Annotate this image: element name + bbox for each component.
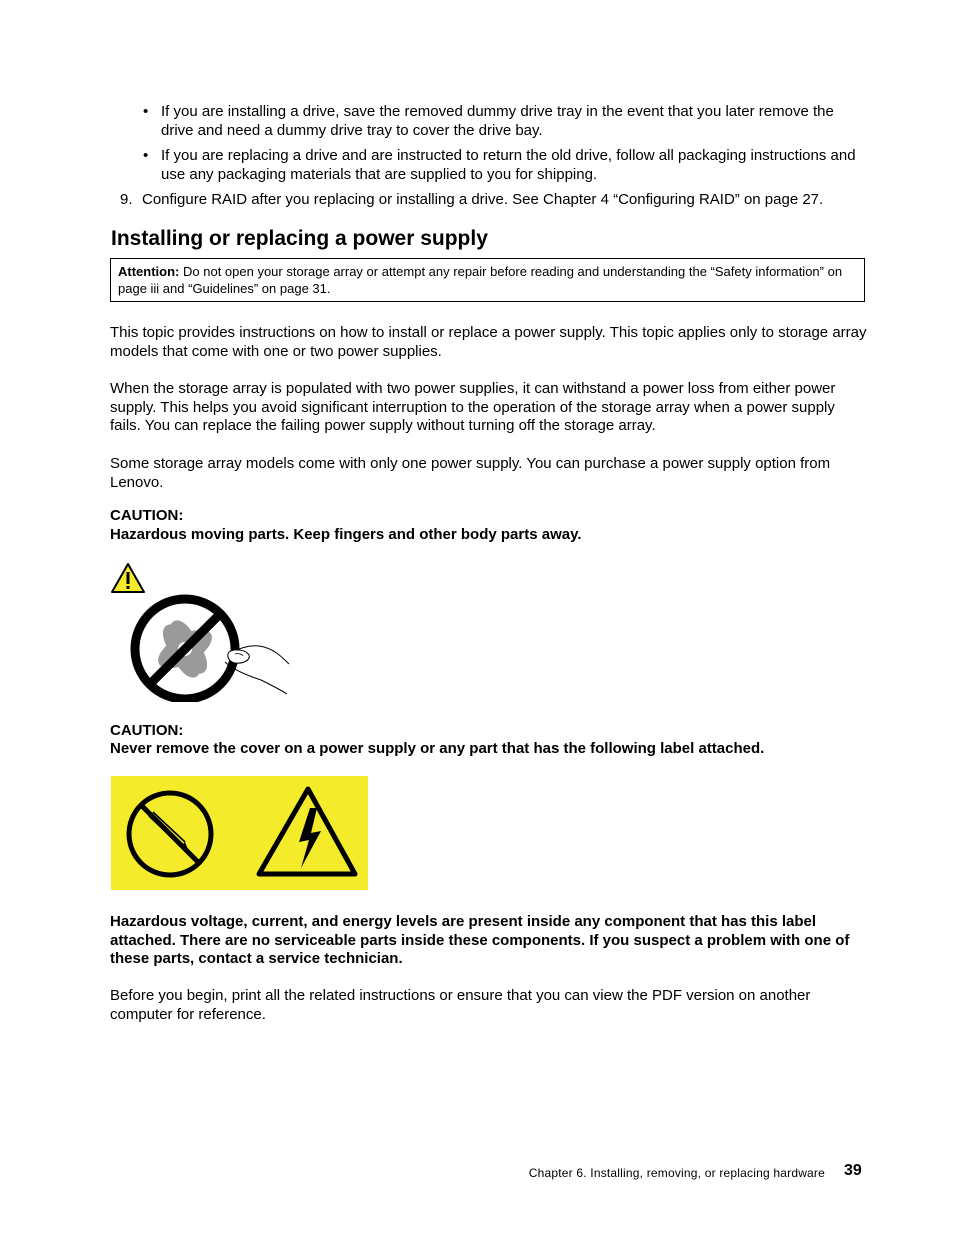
moving-parts-hazard-icon [125,590,295,702]
high-voltage-label [111,776,368,890]
caution-label: CAUTION: [110,722,184,739]
paragraph: When the storage array is populated with two power supplies, it can withstand a power loss from either power supply. This helps you avoid significant interruption to the operation of the storage array when a power supply fails. You can replace the failing power supply without turning off the storage array. [110,380,836,434]
bullet-item [143,103,868,140]
attention-text: Do not open your storage array or attempt any repair before reading and understanding the “Safety information” on page iii and “Guidelines” on page 31. [118,264,843,296]
paragraph: Some storage array models come with only one power supply. You can purchase a power supply option from Lenovo. [110,455,831,491]
attention-label: Attention: [118,264,180,279]
bullet-item [143,147,868,184]
page-number: 39 [844,1162,862,1179]
step-text: Configure RAID after you replacing or installing a drive. See Chapter 4 “Configuring RAID” on page 27. [142,191,824,208]
caution-text: Hazardous moving parts. Keep fingers and other body parts away. [110,526,582,543]
bullet-symbol: • [143,103,149,120]
section-heading: Installing or replacing a power supply [111,227,488,250]
bullet-symbol: • [143,147,149,164]
bullet-text: If you are installing a drive, save the removed dummy drive tray in the event that you later remove the drive and need a dummy drive tray to cover the drive bay. [161,103,834,139]
paragraph: This topic provides instructions on how to install or replace a power supply. This topic applies only to storage array models that come with one or two power supplies. [110,324,867,360]
paragraph: Before you begin, print all the related instructions or ensure that you can view the PDF version on another computer for reference. [110,987,811,1023]
attention-box [110,258,865,302]
caution-text: Never remove the cover on a power supply or any part that has the following label attached. [110,740,765,757]
hazard-warning-text: Hazardous voltage, current, and energy levels are present inside any component that has this label attached. There are no serviceable parts inside these components. If you suspect a problem with one of these parts, contact a service technician. [110,913,850,967]
footer-chapter: Chapter 6. Installing, removing, or replacing hardware [528,1166,825,1180]
step-number: 9. [120,191,133,208]
step-item [120,191,870,210]
caution-label: CAUTION: [110,507,184,524]
bullet-text: If you are replacing a drive and are instructed to return the old drive, follow all packaging instructions and use any packaging materials that are supplied to you for shipping. [161,147,856,183]
